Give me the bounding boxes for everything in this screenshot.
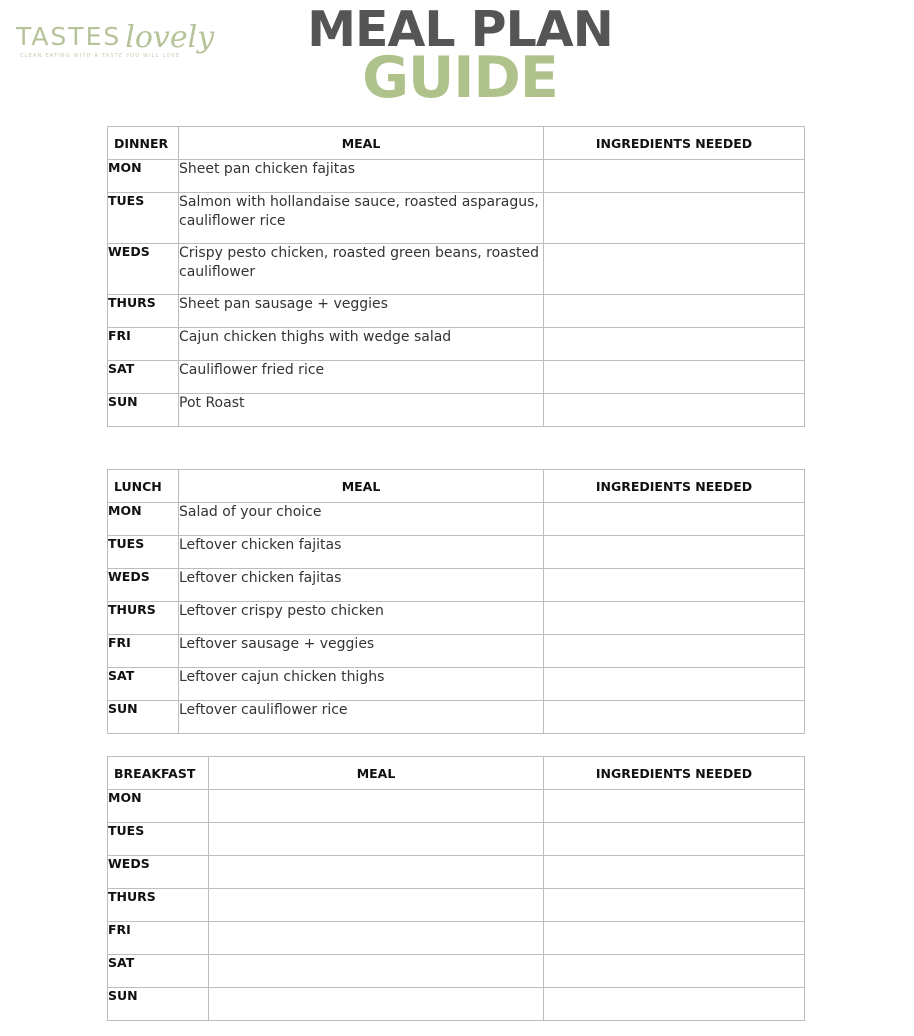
- day-cell: THURS: [108, 889, 209, 922]
- day-cell: THURS: [108, 602, 179, 635]
- meal-cell[interactable]: Salad of your choice: [179, 503, 544, 536]
- day-cell: SUN: [108, 701, 179, 734]
- ingredients-cell[interactable]: [544, 503, 805, 536]
- ingredients-cell[interactable]: [544, 922, 805, 955]
- ingredients-cell[interactable]: [544, 328, 805, 361]
- meal-cell[interactable]: [209, 922, 544, 955]
- meal-cell[interactable]: Crispy pesto chicken, roasted green beans, roasted cauliflower: [179, 244, 544, 295]
- table-row: [108, 361, 805, 394]
- table-header-row: [108, 470, 805, 503]
- meal-cell[interactable]: Leftover chicken fajitas: [179, 536, 544, 569]
- day-cell: TUES: [108, 536, 179, 569]
- breakfast-table: [107, 756, 805, 1021]
- logo-tagline: CLEAN EATING WITH A TASTE YOU WILL LOVE: [20, 53, 181, 59]
- table-row: [108, 988, 805, 1021]
- table-row: [108, 569, 805, 602]
- ingredients-cell[interactable]: [544, 536, 805, 569]
- ingredients-cell[interactable]: [544, 244, 805, 295]
- meal-column-header: MEAL: [179, 470, 544, 503]
- meal-cell[interactable]: Leftover cauliflower rice: [179, 701, 544, 734]
- dinner-section-label: DINNER: [108, 127, 179, 160]
- table-row: [108, 701, 805, 734]
- ingredients-column-header: INGREDIENTS NEEDED: [544, 757, 805, 790]
- table-row: [108, 856, 805, 889]
- lunch-section-label: LUNCH: [108, 470, 179, 503]
- day-cell: WEDS: [108, 569, 179, 602]
- meal-cell[interactable]: [209, 790, 544, 823]
- lunch-table: [107, 469, 805, 734]
- ingredients-cell[interactable]: [544, 602, 805, 635]
- table-row: [108, 193, 805, 244]
- meal-cell[interactable]: [209, 889, 544, 922]
- ingredients-cell[interactable]: [544, 361, 805, 394]
- day-cell: WEDS: [108, 244, 179, 295]
- table-row: [108, 889, 805, 922]
- ingredients-cell[interactable]: [544, 856, 805, 889]
- ingredients-cell[interactable]: [544, 668, 805, 701]
- ingredients-cell[interactable]: [544, 790, 805, 823]
- brand-logo: [16, 18, 216, 59]
- ingredients-column-header: INGREDIENTS NEEDED: [544, 470, 805, 503]
- day-cell: SAT: [108, 361, 179, 394]
- ingredients-cell[interactable]: [544, 295, 805, 328]
- table-header-row: [108, 127, 805, 160]
- table-row: [108, 790, 805, 823]
- day-cell: MON: [108, 790, 209, 823]
- page-title-line2: GUIDE: [362, 45, 558, 111]
- table-row: [108, 668, 805, 701]
- day-cell: FRI: [108, 635, 179, 668]
- ingredients-cell[interactable]: [544, 823, 805, 856]
- day-cell: WEDS: [108, 856, 209, 889]
- ingredients-cell[interactable]: [544, 889, 805, 922]
- meal-cell[interactable]: Leftover chicken fajitas: [179, 569, 544, 602]
- meal-cell[interactable]: Leftover cajun chicken thighs: [179, 668, 544, 701]
- ingredients-cell[interactable]: [544, 160, 805, 193]
- meal-cell[interactable]: Pot Roast: [179, 394, 544, 427]
- day-cell: MON: [108, 160, 179, 193]
- day-cell: TUES: [108, 823, 209, 856]
- day-cell: SUN: [108, 988, 209, 1021]
- ingredients-cell[interactable]: [544, 394, 805, 427]
- table-header-row: [108, 757, 805, 790]
- meal-cell[interactable]: Leftover sausage + veggies: [179, 635, 544, 668]
- day-cell: SUN: [108, 394, 179, 427]
- day-cell: FRI: [108, 922, 209, 955]
- ingredients-cell[interactable]: [544, 193, 805, 244]
- table-row: [108, 536, 805, 569]
- day-cell: SAT: [108, 668, 179, 701]
- table-row: [108, 295, 805, 328]
- table-row: [108, 635, 805, 668]
- table-row: [108, 244, 805, 295]
- meal-column-header: MEAL: [209, 757, 544, 790]
- meal-cell[interactable]: [209, 823, 544, 856]
- table-row: [108, 328, 805, 361]
- meal-cell[interactable]: Leftover crispy pesto chicken: [179, 602, 544, 635]
- ingredients-column-header: INGREDIENTS NEEDED: [544, 127, 805, 160]
- logo-lovely-text: lovely: [125, 20, 215, 55]
- ingredients-cell[interactable]: [544, 955, 805, 988]
- ingredients-cell[interactable]: [544, 635, 805, 668]
- ingredients-cell[interactable]: [544, 569, 805, 602]
- day-cell: FRI: [108, 328, 179, 361]
- day-cell: THURS: [108, 295, 179, 328]
- table-row: [108, 922, 805, 955]
- meal-cell[interactable]: [209, 955, 544, 988]
- table-row: [108, 955, 805, 988]
- table-row: [108, 394, 805, 427]
- table-row: [108, 160, 805, 193]
- table-row: [108, 823, 805, 856]
- day-cell: MON: [108, 503, 179, 536]
- day-cell: TUES: [108, 193, 179, 244]
- meal-cell[interactable]: Salmon with hollandaise sauce, roasted asparagus, cauliflower rice: [179, 193, 544, 244]
- breakfast-section-label: BREAKFAST: [108, 757, 209, 790]
- table-row: [108, 503, 805, 536]
- meal-cell[interactable]: Sheet pan chicken fajitas: [179, 160, 544, 193]
- logo-tastes-text: TASTES: [16, 22, 122, 51]
- meal-cell[interactable]: [209, 856, 544, 889]
- day-cell: SAT: [108, 955, 209, 988]
- dinner-table: [107, 126, 805, 427]
- ingredients-cell[interactable]: [544, 701, 805, 734]
- meal-cell[interactable]: Sheet pan sausage + veggies: [179, 295, 544, 328]
- logo-wordmark: [16, 18, 216, 53]
- table-row: [108, 602, 805, 635]
- page-title-line1: MEAL PLAN: [307, 1, 613, 58]
- meal-cell[interactable]: Cauliflower fried rice: [179, 361, 544, 394]
- meal-column-header: MEAL: [179, 127, 544, 160]
- meal-cell[interactable]: [209, 988, 544, 1021]
- meal-cell[interactable]: Cajun chicken thighs with wedge salad: [179, 328, 544, 361]
- ingredients-cell[interactable]: [544, 988, 805, 1021]
